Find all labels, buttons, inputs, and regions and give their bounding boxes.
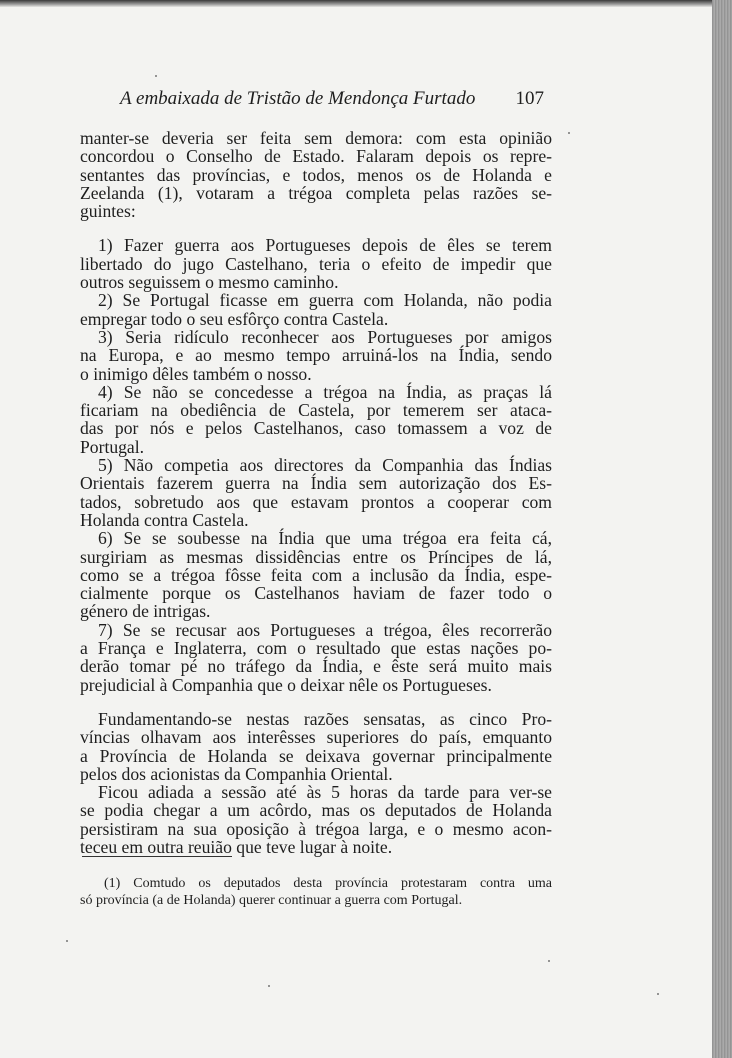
footnote-divider (82, 856, 232, 857)
scan-speck (657, 993, 659, 995)
text-line: Zeelanda (1), votaram a trégoa completa pelas razões se- (80, 182, 552, 203)
scan-speck (548, 960, 550, 962)
scan-speck (268, 985, 270, 987)
text-line: na Europa, e ao mesmo tempo arruiná-los na Índia, sendo (80, 345, 552, 366)
running-head (80, 88, 550, 114)
text-line: sentantes das províncias, e todos, menos os de Holanda e (80, 164, 552, 185)
text-line: pelos dos acionistas da Companhia Oriental. (80, 763, 393, 784)
text-line: Fundamentando-se nestas razões sensatas, as cinco Pro- (98, 708, 552, 729)
text-line: prejudicial à Companhia que o deixar nêle os Portugueses. (80, 674, 492, 695)
paragraph-gap (80, 220, 552, 236)
text-line: manter-se deveria ser feita sem demora: com esta opinião (80, 128, 552, 148)
text-line: persistiram na sua oposição à trégoa larga, e o mesmo acon- (80, 818, 552, 839)
text-line: concordou o Conselho de Estado. Falaram depois os repre- (80, 146, 552, 167)
text-line: Holanda contra Castela. (80, 509, 249, 530)
running-title: A embaixada de Tristão de Mendonça Furtado (120, 88, 476, 109)
list-item-6: 6) Se se soubesse na Índia que uma trégoa era feita cá, (98, 528, 552, 549)
text-line: tados, sobretudo aos que estavam prontos a cooperar com (80, 491, 552, 512)
text-line: Ficou adiada a sessão até às 5 horas da tarde para ver-se (98, 782, 552, 803)
text-line: se podia chegar a um acôrdo, mas os deputados de Holanda (80, 800, 552, 821)
footnote-line: (1) Comtudo os deputados desta província protestaram contra uma (104, 876, 552, 891)
list-item-7: 7) Se se recusar aos Portugueses a trégoa, êles recorrerão (98, 619, 552, 640)
text-line: a Província de Holanda se deixava governar principalmente (80, 745, 552, 766)
page-number: 107 (515, 88, 544, 109)
scan-binding-edge (712, 0, 732, 1058)
text-line: surgiriam as mesmas dissidências entre os Príncipes de lá, (80, 546, 552, 567)
text-line: a França e Inglaterra, com o resultado que estas nações po- (80, 638, 552, 659)
text-line: Orientais fazerem guerra na Índia sem autorização dos Es- (80, 473, 552, 494)
text-line: ficariam na obediência de Castela, por temerem ser ataca- (80, 400, 552, 421)
list-item-5: 5) Não competia aos directores da Companhia das Índias (98, 455, 552, 476)
text-line: o inimigo dêles também o nosso. (80, 363, 312, 384)
text-line: género de intrigas. (80, 601, 211, 622)
footnote-line: só província (a de Holanda) querer continuar a guerra com Portugal. (80, 892, 463, 908)
text-line: libertado do jugo Castelhano, teria o efeito de impedir que (80, 253, 552, 274)
text-line: guintes: (80, 201, 136, 222)
text-line: víncias olhavam aos interêsses superiores do país, emquanto (80, 727, 552, 748)
paragraph-gap (80, 694, 552, 710)
scan-speck (568, 132, 570, 134)
scan-speck (155, 75, 157, 77)
list-item-2: 2) Se Portugal ficasse em guerra com Holanda, não podia (98, 290, 552, 311)
text-line: outros seguissem o mesmo caminho. (80, 272, 339, 293)
text-line: derão tomar pé no tráfego da Índia, e êste será muito mais (80, 656, 552, 677)
scan-top-edge (0, 0, 732, 7)
list-item-1: 1) Fazer guerra aos Portugueses depois de êles se terem (98, 235, 552, 256)
text-line: cialmente porque os Castelhanos haviam de fazer todo o (80, 583, 552, 604)
text-line: das por nós e pelos Castelhanos, caso tomassem a voz de (80, 418, 552, 439)
list-item-4: 4) Se não se concedesse a trégoa na Índia, as praças lá (98, 381, 552, 402)
text-line: teceu em outra reuião que teve lugar à noite. (80, 836, 393, 857)
body-text (80, 129, 552, 856)
text-line: Portugal. (80, 436, 145, 457)
scan-speck (66, 940, 68, 942)
text-line: como se a trégoa fôsse feita com a inclusão da Índia, espe- (80, 564, 552, 585)
footnotes (80, 876, 552, 909)
list-item-3: 3) Seria ridículo reconhecer aos Portugueses por amigos (98, 326, 552, 347)
text-line: empregar todo o seu esfôrço contra Castela. (80, 308, 389, 329)
